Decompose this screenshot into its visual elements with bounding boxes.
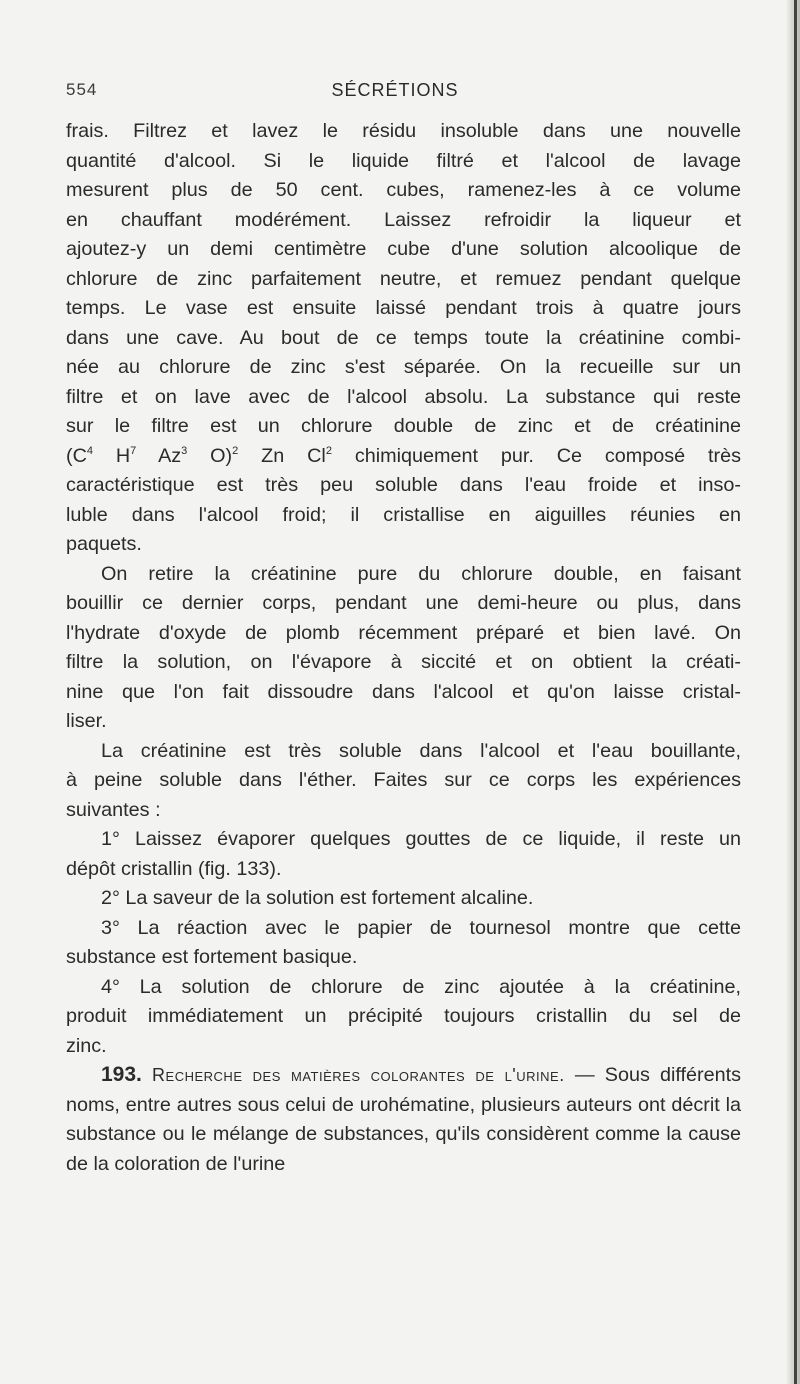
text-line: dépôt cristallin (fig. 133). bbox=[66, 857, 282, 880]
text-line: produit immédiatement un précipité toujours cristallin du sel de bbox=[66, 1005, 741, 1027]
page-header bbox=[0, 80, 790, 104]
list-item: 1° Laissez évaporer quelques gouttes de ce liquide, il reste un bbox=[101, 828, 741, 850]
section-paragraph bbox=[66, 1060, 741, 1179]
text-line: à peine soluble dans l'éther. Faites sur ce corps les expériences bbox=[66, 769, 741, 791]
running-head: SÉCRÉTIONS bbox=[331, 80, 459, 100]
list-item: 3° La réaction avec le papier de tournesol montre que cette bbox=[101, 916, 741, 939]
formula-subscript: 2 bbox=[325, 444, 332, 457]
section-text: Sous différents noms, entre autres sous celui de urohématine, plusieurs auteurs ont décrit la substance ou le mélange de substances, qu'ils considèrent comme la cause de la coloration de l'urine bbox=[66, 1064, 742, 1175]
text-line: en chauffant modérément. Laissez refroidir la liqueur et bbox=[66, 208, 741, 231]
list-item: 4° La solution de chlorure de zinc ajoutée à la créatinine, bbox=[101, 975, 741, 998]
section-dash: — bbox=[564, 1064, 605, 1086]
text-line: La créatinine est très soluble dans l'alcool et l'eau bouillante, bbox=[101, 739, 741, 762]
formula-subscript: 4 bbox=[86, 444, 93, 457]
formula-subscript: 3 bbox=[181, 444, 188, 457]
text-line: ajoutez-y un demi centimètre cube d'une solution alcoolique de bbox=[66, 238, 741, 260]
text-line: née au chlorure de zinc s'est séparée. On la recueille sur un bbox=[66, 356, 741, 378]
list-item: 2° La saveur de la solution est fortement alcaline. bbox=[101, 887, 534, 909]
section-193 bbox=[66, 1060, 741, 1179]
text-line: sur le filtre est un chlorure double de zinc et de créatinine bbox=[66, 415, 741, 437]
formula-text: (C bbox=[66, 444, 87, 467]
text-line: liser. bbox=[66, 710, 107, 732]
formula-line bbox=[66, 442, 741, 472]
text-line: suivantes : bbox=[66, 798, 161, 821]
text-line: luble dans l'alcool froid; il cristallise en aiguilles réunies en bbox=[66, 503, 741, 526]
formula-text: H bbox=[93, 444, 131, 467]
section-title: Recherche des matières colorantes de l'urine. bbox=[152, 1065, 565, 1085]
formula-text: Az bbox=[136, 444, 182, 467]
formula-text: Zn Cl bbox=[238, 444, 326, 467]
text-line: substance est fortement basique. bbox=[66, 946, 358, 968]
text-line: quantité d'alcool. Si le liquide filtré et l'alcool de lavage bbox=[66, 149, 741, 172]
text-line: l'hydrate d'oxyde de plomb récemment préparé et bien lavé. On bbox=[66, 621, 741, 644]
text-line: filtre la solution, on l'évapore à siccité et on obtient la créati- bbox=[66, 651, 741, 673]
binding-line bbox=[794, 0, 797, 1384]
text-line: frais. Filtrez et lavez le résidu insoluble dans une nouvelle bbox=[66, 120, 741, 142]
text-line: nine que l'on fait dissoudre dans l'alcool et qu'on laisse cristal- bbox=[66, 680, 741, 703]
body-text bbox=[66, 117, 741, 1061]
text-line: chlorure de zinc parfaitement neutre, et remuez pendant quelque bbox=[66, 267, 741, 290]
text-line: mesurent plus de 50 cent. cubes, ramenez-les à ce volume bbox=[66, 179, 741, 201]
text-line: caractéristique est très peu soluble dans l'eau froide et inso- bbox=[66, 474, 741, 496]
page-edge bbox=[786, 0, 800, 1384]
formula-text: chimiquement pur. Ce composé très bbox=[331, 444, 741, 467]
text-line: On retire la créatinine pure du chlorure double, en faisant bbox=[101, 562, 741, 585]
formula-subscript: 7 bbox=[130, 444, 137, 457]
text-line: bouillir ce dernier corps, pendant une demi-heure ou plus, dans bbox=[66, 592, 741, 614]
formula-subscript: 2 bbox=[232, 444, 239, 457]
text-line: dans une cave. Au bout de ce temps toute la créatinine combi- bbox=[66, 326, 741, 349]
page-number: 554 bbox=[66, 80, 98, 99]
text-line: filtre et on lave avec de l'alcool absolu. La substance qui reste bbox=[66, 385, 741, 408]
text-line: paquets. bbox=[66, 533, 142, 555]
text-line: temps. Le vase est ensuite laissé pendant trois à quatre jours bbox=[66, 297, 741, 319]
formula-text: O) bbox=[187, 444, 233, 467]
text-line: zinc. bbox=[66, 1034, 107, 1057]
section-number: 193. bbox=[101, 1063, 142, 1086]
